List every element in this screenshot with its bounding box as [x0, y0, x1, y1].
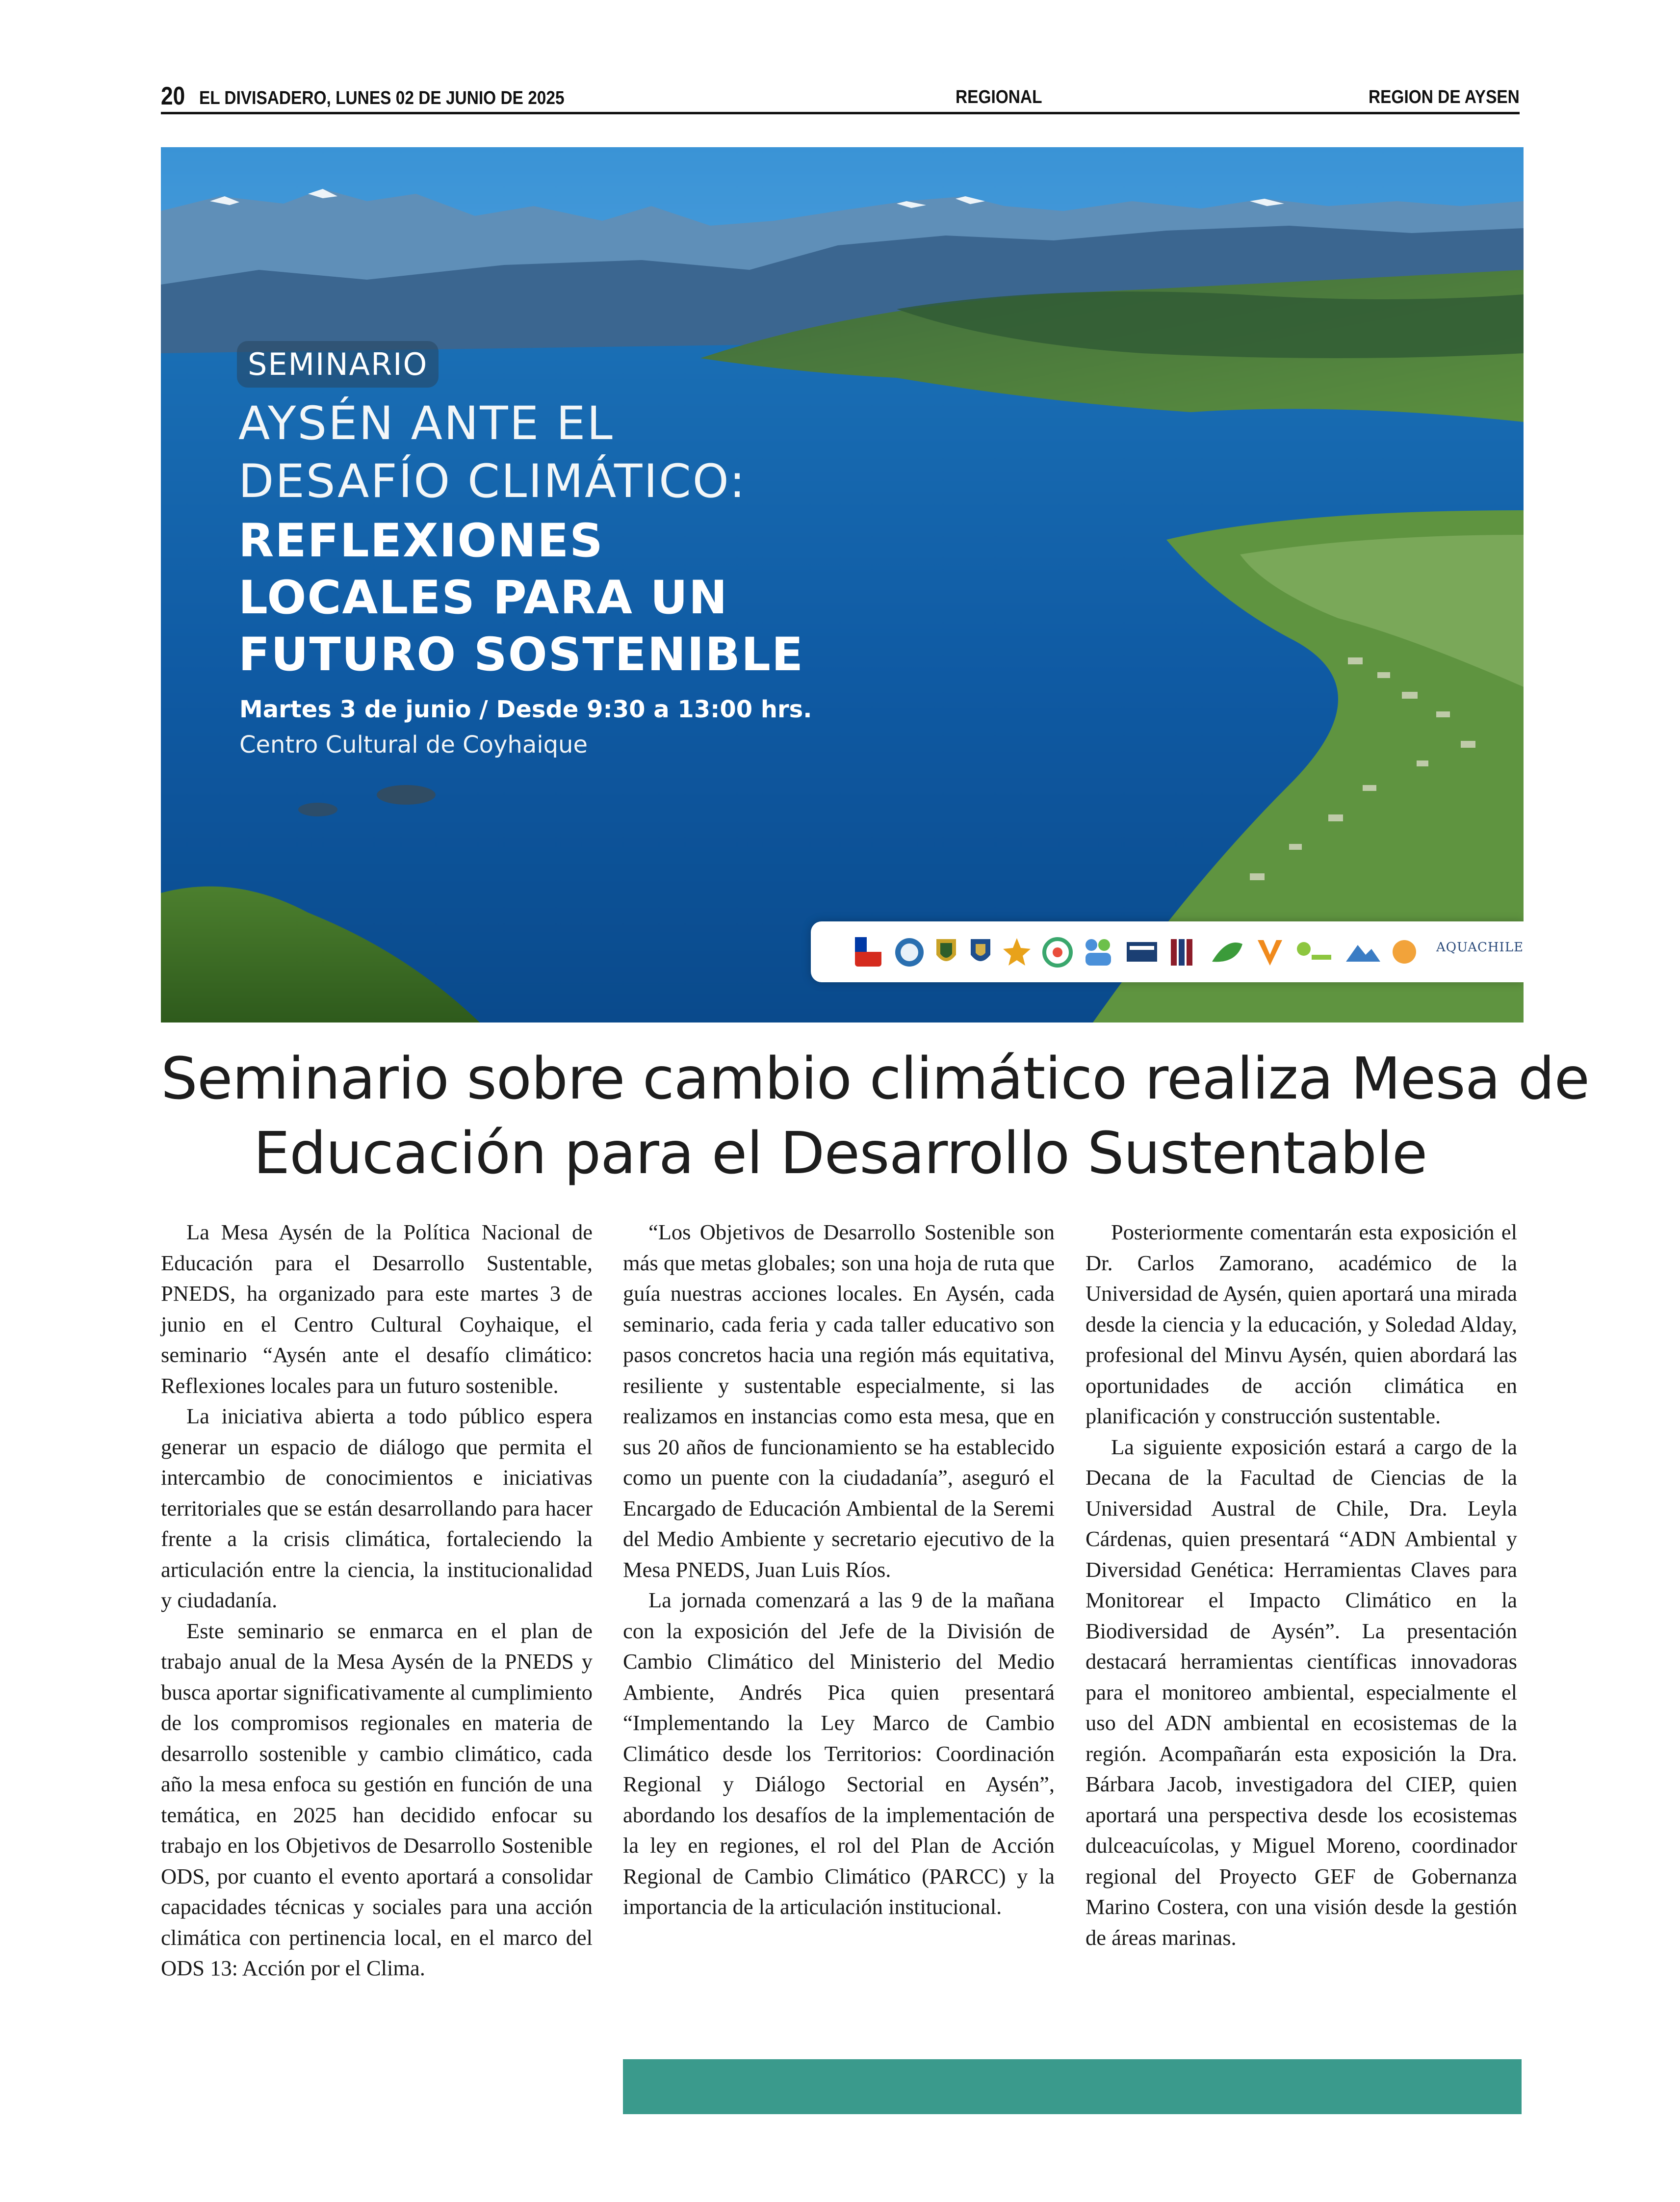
banner-subtitle-line: LOCALES PARA UN	[238, 571, 728, 625]
article-column-2	[623, 1217, 1055, 1922]
event-place: Centro Cultural de Coyhaique	[239, 731, 588, 759]
region-label: REGION DE AYSEN	[1369, 87, 1520, 107]
circle-ring-logo	[1042, 937, 1073, 968]
banner-title-line: DESAFÍO CLIMÁTICO:	[238, 455, 747, 508]
leaf-logo	[1207, 937, 1246, 968]
event-date: Martes 3 de junio / Desde 9:30 a 13:00 hrs.	[239, 696, 812, 723]
paragraph: “Los Objetivos de Desarrollo Sostenible son más que metas globales; son una hoja de ruta que guía nuestras acciones locales. En Aysén, cada seminario, cada feria y cada taller educativo son pasos concretos hacia una región más equitativa, resiliente y sustentable especialmente, si las realizamos en instancias como esta mesa, que en sus 20 años de funcionamiento se ha establecido como un puente con la ciudadanía”, aseguró el Encargado de Educación Ambiental de la Seremi del Medio Ambiente y secretario ejecutivo de la Mesa PNEDS, Juan Luis Ríos.	[623, 1220, 1055, 1582]
v-shape-logo	[1255, 937, 1285, 968]
paragraph: La Mesa Aysén de la Política Nacional de Educación para el Desarrollo Sustentable, PNEDS, ha organizado para este martes 3 de junio en el Centro Cultural Coyhaique, el seminario “Aysén ante el desafío climático: Reflexiones locales para un futuro sostenible.	[161, 1220, 593, 1398]
institution-logo	[1125, 937, 1159, 968]
green-mark-logo	[1294, 937, 1333, 968]
aquachile-logo: AQUACHILE	[1436, 940, 1524, 955]
people-logo	[1082, 937, 1115, 968]
seminar-badge: SEMINARIO	[237, 341, 439, 388]
headline-line: Seminario sobre cambio climático realiza Mesa de	[161, 1045, 1590, 1112]
banner-subtitle	[238, 513, 804, 683]
mountain-logo	[1343, 937, 1382, 968]
paragraph: La jornada comenzará a las 9 de la mañana con la exposición del Jefe de la División de Cambio Climático del Ministerio del Medio Ambiente, Andrés Pica quien presentará “Implementando la Ley Marco de Cambio Climático desde los Territorios: Coordinación Regional y Diálogo Sectorial en Aysén”, abordando los desafíos de la implementación de la ley en regiones, el rol del Plan de Acción Regional de Cambio Climático (PARCC) y la importancia de la articulación institucional.	[623, 1588, 1055, 1919]
sponsor-logos-strip	[811, 921, 1524, 982]
teal-decorative-box	[623, 2059, 1522, 2114]
paragraph: Posteriormente comentarán esta exposición el Dr. Carlos Zamorano, académico de la Universidad de Aysén, quien aportará una mirada desde la ciencia y la educación, y Soledad Alday, profesional del Minvu Aysén, quien abordará las oportunidades de acción climática en planificación y construcción sustentable.	[1086, 1220, 1517, 1428]
article-column-1	[161, 1217, 593, 1984]
article-column-3	[1086, 1217, 1517, 1953]
article-headline	[161, 1041, 1590, 1190]
banner-title	[238, 395, 747, 511]
banner-title-line: AYSÉN ANTE EL	[238, 397, 614, 450]
coat-of-arms-logo	[969, 937, 992, 968]
headline-line: Educación para el Desarrollo Sustentable	[253, 1119, 1427, 1187]
striped-logo	[1169, 937, 1198, 968]
publication-line: EL DIVISADERO, LUNES 02 DE JUNIO DE 2025	[199, 88, 565, 108]
page-header	[161, 83, 1520, 114]
chile-flag-logo	[855, 937, 881, 967]
shield-logo	[934, 937, 958, 968]
paragraph: La iniciativa abierta a todo público espera generar un espacio de diálogo que permita el intercambio de conocimientos e iniciativas territoriales que se están desarrollando para hacer frente a la crisis climática, fortaleciendo la articulación entre la ciencia, la institucionalidad y ciudadanía.	[161, 1404, 593, 1612]
orange-logo	[1390, 937, 1419, 968]
star-logo	[1002, 937, 1032, 968]
banner-subtitle-line: FUTURO SOSTENIBLE	[238, 628, 804, 682]
page-number: 20	[161, 82, 185, 110]
paragraph: La siguiente exposición estará a cargo de la Decana de la Facultad de Ciencias de la Universidad Austral de Chile, Dra. Leyla Cárdenas, quien presentará “ADN Ambiental y Diversidad Genética: Herramientas Claves para Monitorear el Impacto Climático en la Biodiversidad de Aysén”. La presentación destacará herramientas científicas innovadoras para el monitoreo ambiental, especialmente el uso del ADN ambiental en ecosistemas de la región. Acompañarán esta exposición la Dra. Bárbara Jacob, investigadora del CIEP, quien aportará una perspectiva desde los ecosistemas dulceacuícolas, y Miguel Moreno, coordinador regional del Proyecto GEF de Gobernanza Marino Costera, con una visión desde la gestión de áreas marinas.	[1086, 1434, 1517, 1950]
paragraph: Este seminario se enmarca en el plan de trabajo anual de la Mesa Aysén de la PNEDS y busca aportar significativamente al cumplimiento de los compromisos regionales en materia de desarrollo sostenible y cambio climático, cada año la mesa enfoca su gestión en función de una temática, en 2025 han decidido enfocar su trabajo en los Objetivos de Desarrollo Sostenible ODS, por cuanto el evento aportará a consolidar capacidades técnicas y sociales para una acción climática con pertinencia local, en el marco del ODS 13: Acción por el Clima.	[161, 1618, 593, 1980]
banner-subtitle-line: REFLEXIONES	[238, 514, 604, 568]
seminar-banner	[161, 147, 1524, 1022]
section-label: REGIONAL	[956, 87, 1042, 107]
emblem-logo	[894, 937, 925, 968]
